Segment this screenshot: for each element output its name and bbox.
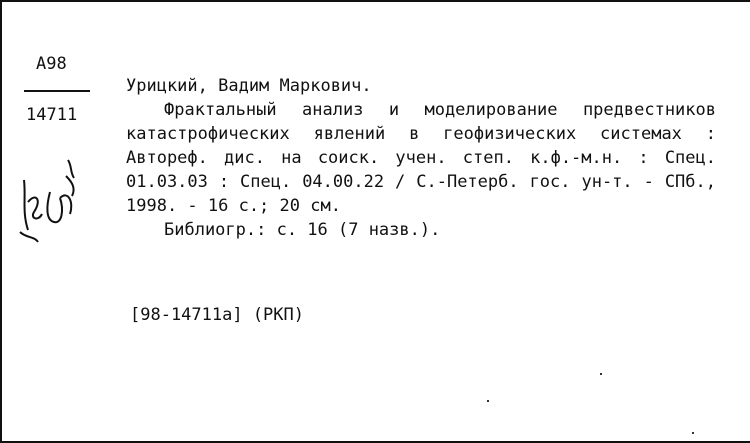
divider-line bbox=[24, 90, 90, 92]
inventory-number: 14711 bbox=[26, 105, 78, 125]
handwritten-mark bbox=[16, 152, 86, 252]
speck bbox=[600, 373, 602, 375]
bibliography-note: Библиогр.: с. 16 (7 назв.). bbox=[164, 220, 441, 240]
shelf-mark: А98 bbox=[36, 54, 67, 74]
speck bbox=[487, 400, 489, 402]
author-heading: Урицкий, Вадим Маркович. bbox=[126, 76, 372, 96]
bibliographic-description bbox=[126, 98, 716, 242]
description-text: Фрактальный анализ и моделирование предвестников катастрофических явлений в геофизических системах : Автореф. дис. на соиск. учен. степ. к.ф.-м.н. : Спец. 01.03.03 : Спец. 04.00.22 / С.-Петерб. гос. ун-т. - СПб., 1998. - 16 с.; 20 см. bbox=[126, 100, 716, 216]
speck bbox=[692, 432, 694, 434]
card-cipher: [98-14711а] (РКП) bbox=[130, 305, 304, 325]
